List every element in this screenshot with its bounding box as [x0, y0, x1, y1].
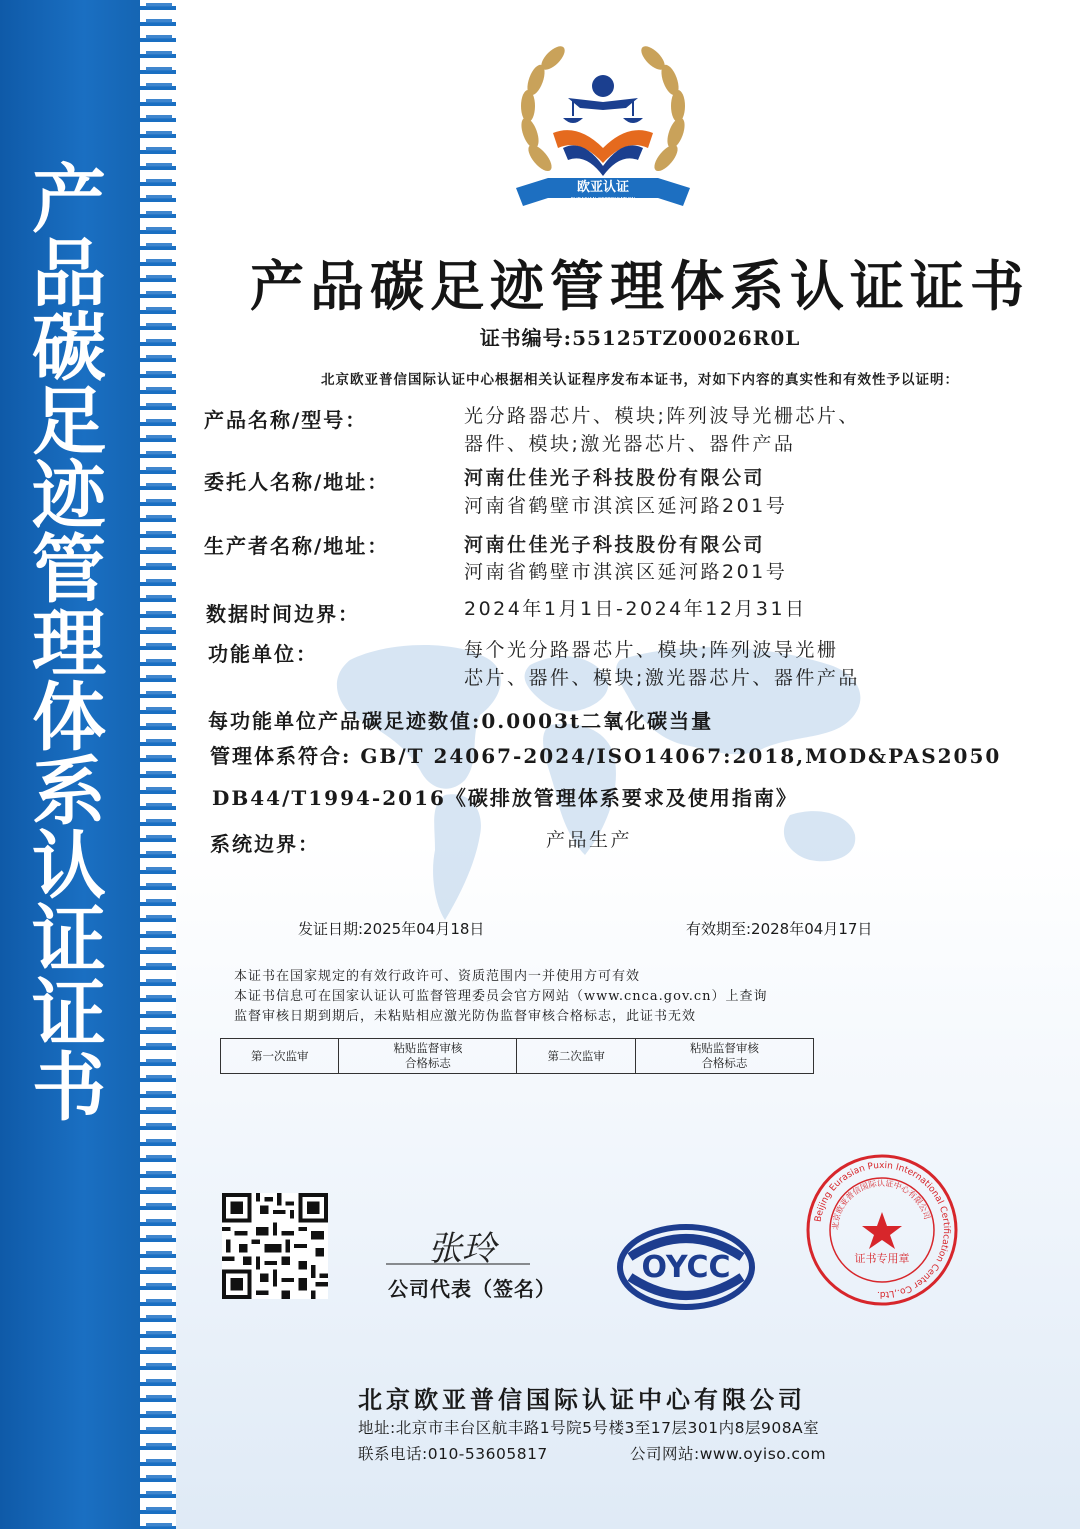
- intro-statement: 北京欧亚普信国际认证中心根据相关认证程序发布本证书，对如下内容的真实性和有效性予以证明：: [321, 372, 959, 388]
- footer-website[interactable]: 公司网站:www.oyiso.com: [630, 1445, 827, 1463]
- first-audit-cell: 第一次监审: [221, 1039, 339, 1074]
- period-value: 2024年1月1日-2024年12月31日: [464, 598, 807, 620]
- qr-code[interactable]: [222, 1193, 328, 1299]
- certificate-title: 产品碳足迹管理体系认证证书: [250, 254, 1030, 318]
- product-value: [464, 402, 860, 458]
- functional-unit-line-1: 每个光分路器芯片、模块;阵列波导光栅: [464, 639, 839, 661]
- binding-ticks: [146, 0, 172, 1529]
- svg-text:OYCC: OYCC: [641, 1250, 731, 1285]
- functional-unit-label: 功能单位：: [208, 642, 318, 666]
- period-label: 数据时间边界：: [206, 602, 360, 626]
- sticker-2-line-1: 粘贴监督审核: [689, 1041, 759, 1055]
- signature-label: 公司代表（签名）: [388, 1277, 556, 1301]
- issue-date: 发证日期:2025年04月18日: [298, 920, 485, 938]
- second-audit-cell: 第二次监审: [517, 1039, 635, 1074]
- svg-text:EURASIAN CERTIFICATION: EURASIAN CERTIFICATION: [570, 197, 636, 203]
- side-title: 产品碳足迹管理体系认证证书: [20, 160, 106, 1122]
- svg-text:北京欧亚普信国际认证中心有限公司: 北京欧亚普信国际认证中心有限公司: [830, 1178, 932, 1231]
- functional-unit-line-2: 芯片、器件、模块;激光器芯片、器件产品: [464, 667, 860, 689]
- svg-text:Beijing Eurasian Puxin Interna: Beijing Eurasian Puxin International Certification Center Co.,Ltd.: [813, 1160, 952, 1300]
- footer-address: 地址:北京市丰台区航丰路1号院5号楼3至17层301内8层908A室: [358, 1419, 820, 1437]
- svg-text:证书专用章: 证书专用章: [854, 1252, 910, 1265]
- product-label: 产品名称/型号：: [204, 408, 368, 432]
- sticker-2-line-2: 合格标志: [701, 1056, 748, 1070]
- functional-unit-value: [464, 636, 860, 692]
- svg-text:欧亚认证: 欧亚认证: [576, 180, 630, 195]
- producer-name: 河南仕佳光子科技股份有限公司: [464, 534, 766, 556]
- oycc-logo: [616, 1222, 756, 1312]
- carbon-footprint-value: 每功能单位产品碳足迹数值:0.0003t二氧化碳当量: [208, 709, 714, 733]
- note-3: 监督审核日期到期后，未粘贴相应激光防伪监督审核合格标志，此证书无效: [234, 1009, 697, 1024]
- surveillance-audit-table: [220, 1038, 814, 1074]
- footer-phone: 联系电话:010-53605817: [358, 1445, 548, 1463]
- expiry-date: 有效期至:2028年04月17日: [686, 920, 873, 938]
- certification-emblem: [508, 38, 698, 218]
- svg-text:张玲: 张玲: [428, 1229, 496, 1269]
- system-boundary-label: 系统边界：: [210, 832, 320, 856]
- standard-compliance-2: DB44/T1994-2016《碳排放管理体系要求及使用指南》: [212, 786, 798, 810]
- note-2: 本证书信息可在国家认证认可监督管理委员会官方网站（www.cnca.gov.cn）上查询: [234, 989, 768, 1004]
- standard-compliance: 管理体系符合: GB/T 24067-2024/ISO14067:2018,MOD&PAS2050: [210, 744, 1002, 768]
- client-address: 河南省鹤壁市淇滨区延河路201号: [464, 495, 788, 517]
- note-1: 本证书在国家规定的有效行政许可、资质范围内一并使用方可有效: [234, 969, 641, 984]
- sticker-cell-1: [339, 1039, 517, 1074]
- official-seal: [804, 1152, 960, 1308]
- client-label: 委托人名称/地址：: [204, 470, 390, 494]
- certificate-number: 证书编号:55125TZ00026R0L: [479, 326, 801, 350]
- footer-company-name: 北京欧亚普信国际认证中心有限公司: [358, 1386, 806, 1414]
- product-value-line-1: 光分路器芯片、模块;阵列波导光栅芯片、: [464, 405, 860, 427]
- sticker-1-line-1: 粘贴监督审核: [393, 1041, 463, 1055]
- product-value-line-2: 器件、模块;激光器芯片、器件产品: [464, 433, 796, 455]
- sticker-cell-2: [635, 1039, 813, 1074]
- sticker-1-line-2: 合格标志: [404, 1056, 451, 1070]
- system-boundary-value: 产品生产: [546, 829, 633, 851]
- producer-label: 生产者名称/地址：: [204, 534, 390, 558]
- client-name: 河南仕佳光子科技股份有限公司: [464, 467, 766, 489]
- producer-address: 河南省鹤壁市淇滨区延河路201号: [464, 561, 788, 583]
- notes: [234, 967, 768, 1027]
